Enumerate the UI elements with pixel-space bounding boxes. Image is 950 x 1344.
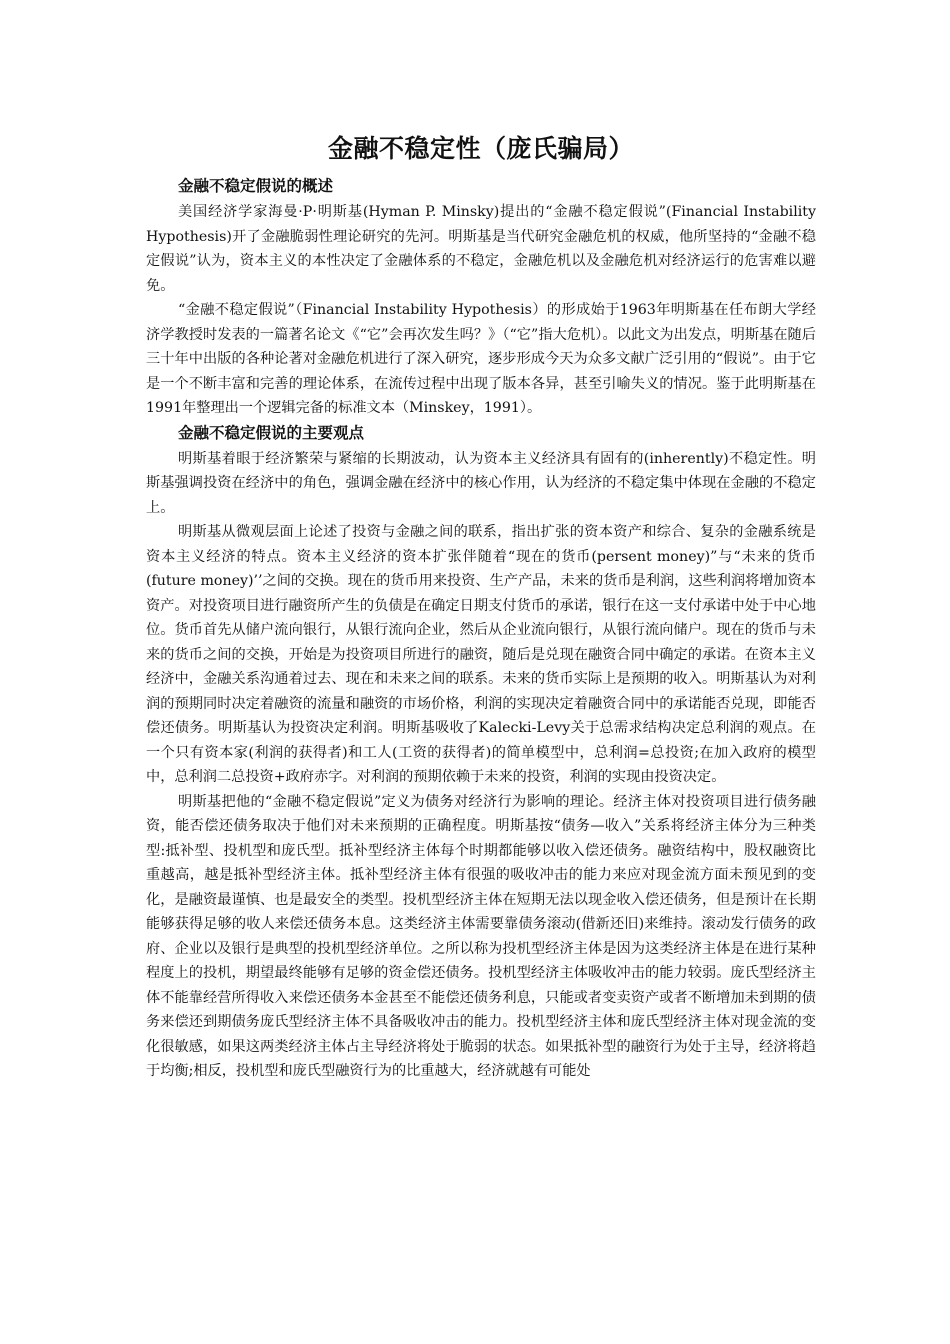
- paragraph: 明斯基从微观层面上论述了投资与金融之间的联系，指出扩张的资本资产和综合、复杂的金融系统是资本主义经济的特点。资本主义经济的资本扩张伴随着“现在的货币(persent money)”与“未来的货币(future money)’’之间的交换。现在的货币用来投资、生产产品，未来的货币是利润，这些利润将增加资本资产。对投资项目进行融资所产生的负债是在确定日期支付货币的承诺，银行在这一支付承诺中处于中心地位。货币首先从储户流向银行，从银行流向企业，然后从企业流向银行，从银行流向储户。现在的货币与未来的货币之间的交换，开始是为投资项目所进行的融资，随后是兑现在融资合同中确定的承诺。在资本主义经济中，金融关系沟通着过去、现在和未来之间的联系。未来的货币实际上是预期的收入。明斯基认为对利润的预期同时决定着融资的流量和融资的市场价格，利润的实现决定着融资合同中的承诺能否兑现，即能否偿还债务。明斯基认为投资决定利润。明斯基吸收了Kalecki-Levy关于总需求结构决定总利润的观点。在一个只有资本家(利润的获得者)和工人(工资的获得者)的简单模型中，总利润=总投资;在加入政府的模型中，总利润二总投资+政府赤字。对利润的预期依赖于未来的投资，利润的实现由投资决定。: [146, 524, 816, 785]
- paragraph: 明斯基把他的“金融不稳定假说”定义为债务对经济行为影响的理论。经济主体对投资项目进行债务融资，能否偿还债务取决于他们对未来预期的正确程度。明斯基按“债务—收入”关系将经济主体分为三种类型:抵补型、投机型和庞氏型。抵补型经济主体每个时期都能够以收入偿还债务。融资结构中，股权融资比重越高，越是抵补型经济主体。抵补型经济主体有很强的吸收冲击的能力来应对现金流方面未预见到的变化，是融资最谨慎、也是最安全的类型。投机型经济主体在短期无法以现金收入偿还债务，但是预计在长期能够获得足够的收人来偿还债务本息。这类经济主体需要靠债务滚动(借新还旧)来维持。滚动发行债务的政府、企业以及银行是典型的投机型经济单位。之所以称为投机型经济主体是因为这类经济主体是在进行某种程度上的投机，期望最终能够有足够的资金偿还债务。投机型经济主体吸收冲击的能力较弱。庞氏型经济主体不能靠经营所得收入来偿还债务本金甚至不能偿还债务利息，只能或者变卖资产或者不断增加未到期的债务来偿还到期债务庞氏型经济主体不具备吸收冲击的能力。投机型经济主体和庞氏型经济主体对现金流的变化很敏感，如果这两类经济主体占主导经济将处于脆弱的状态。如果抵补型的融资行为处于主导，经济将趋于均衡;相反，投机型和庞氏型融资行为的比重越大，经济就越有可能处: [146, 793, 816, 1079]
- section-heading-overview: 金融不稳定假说的概述: [178, 177, 334, 195]
- paragraph: 美国经济学家海曼·P·明斯基(Hyman P. Minsky)提出的“金融不稳定假说”(Financial Instability Hypothesis)开了金融脆弱性理论研究的先河。明斯基是当代研究金融危机的权威，他所坚持的“金融不稳定假说”认为，资本主义的本性决定了金融体系的不稳定，金融危机以及金融危机对经济运行的危害难以避免。: [146, 204, 816, 294]
- document-title: 金融不稳定性（庞氏骗局）: [327, 134, 634, 163]
- paragraph: “金融不稳定假说”（Financial Instability Hypothesis）的形成始于1963年明斯基在任布朗大学经济学教授时发表的一篇著名论文《“它”会再次发生吗？》（“它”指大危机）。以此文为出发点，明斯基在随后三十年中出版的各种论著对金融危机进行了深入研究，逐步形成今天为众多文献广泛引用的“假说”。由于它是一个不断丰富和完善的理论体系，在流传过程中出现了版本各异，甚至引喻失义的情况。鉴于此明斯基在1991年整理出一个逻辑完备的标准文本（Minskey，1991）。: [146, 302, 816, 416]
- document-page: [146, 130, 816, 1084]
- paragraph: 明斯基着眼于经济繁荣与紧缩的长期波动，认为资本主义经济具有固有的(inherently)不稳定性。明斯基强调投资在经济中的角色，强调金融在经济中的核心作用，认为经济的不稳定集中体现在金融的不稳定上。: [146, 450, 816, 516]
- section-heading-main-points: 金融不稳定假说的主要观点: [178, 423, 365, 442]
